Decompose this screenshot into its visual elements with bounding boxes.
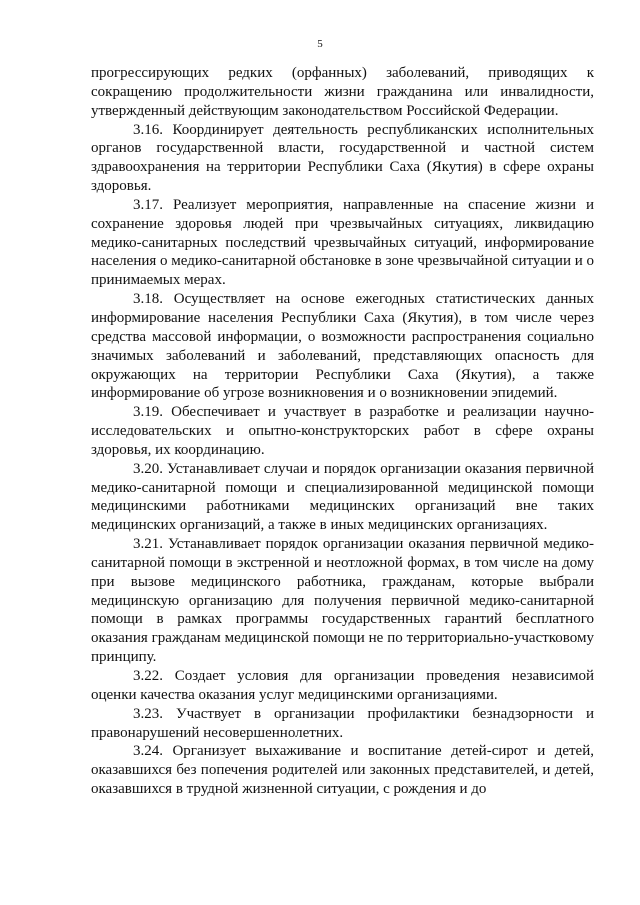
- paragraph-3-17: 3.17. Реализует мероприятия, направленные на спасение жизни и сохранение здоровья людей при чрезвычайных ситуациях, ликвидацию медико-санитарных последствий чрезвычайных ситуаций, информирование населения о медико-санитарной обстановке в зоне чрезвычайной ситуации и о принимаемых мерах.: [91, 196, 595, 289]
- document-body: [91, 64, 594, 799]
- paragraph-3-23: 3.23. Участвует в организации профилактики безнадзорности и правонарушений несовершеннолетних.: [91, 705, 594, 741]
- paragraph-3-20: 3.20. Устанавливает случаи и порядок организации оказания первичной медико-санитарной помощи и специализированной медицинской помощи медицинскими работниками медицинских организаций вне таких медицинских организаций, а также в иных медицинских организациях.: [91, 460, 594, 534]
- page-number: 5: [317, 38, 323, 50]
- paragraph-3-19: 3.19. Обеспечивает и участвует в разработке и реализации научно-исследовательских и опытно-конструкторских работ в сфере охраны здоровья, их координацию.: [91, 404, 594, 458]
- paragraph-3-21: 3.21. Устанавливает порядок организации оказания первичной медико-санитарной помощи в экстренной и неотложной формах, в том числе на дому при вызове медицинского работника, гражданам, которые выбрали медицинскую организацию для получения первичной медико-санитарной помощи в рамках программы государственных гарантий бесплатного оказания гражданам медицинской помощи не по территориально-участковому принципу.: [91, 536, 594, 666]
- paragraph-3-16: 3.16. Координирует деятельность республиканских исполнительных органов государственной власти, государственной и частной систем здравоохранения на территории Республики Саха (Якутия) в сфере охраны здоровья.: [91, 121, 594, 195]
- paragraph-continuation: прогрессирующих редких (орфанных) заболеваний, приводящих к сокращению продолжительности жизни гражданина или инвалидности, утвержденный действующим законодательством Российской Федерации.: [91, 65, 594, 119]
- paragraph-3-18: 3.18. Осуществляет на основе ежегодных статистических данных информирование населения Республики Саха (Якутия), в том числе через средства массовой информации, о возможности распространения социально значимых заболеваний и заболеваний, представляющих опасность для окружающих на территории Республики Саха (Якутия), а также информирование об угрозе возникновения и о возникновении эпидемий.: [91, 291, 594, 402]
- paragraph-3-22: 3.22. Создает условия для организации проведения независимой оценки качества оказания услуг медицинскими организациями.: [91, 668, 594, 703]
- paragraph-3-24: 3.24. Организует выхаживание и воспитание детей-сирот и детей, оказавшихся без попечения родителей или законных представителей, и детей, оказавшихся в трудной жизненной ситуации, с рождения и до: [91, 743, 594, 798]
